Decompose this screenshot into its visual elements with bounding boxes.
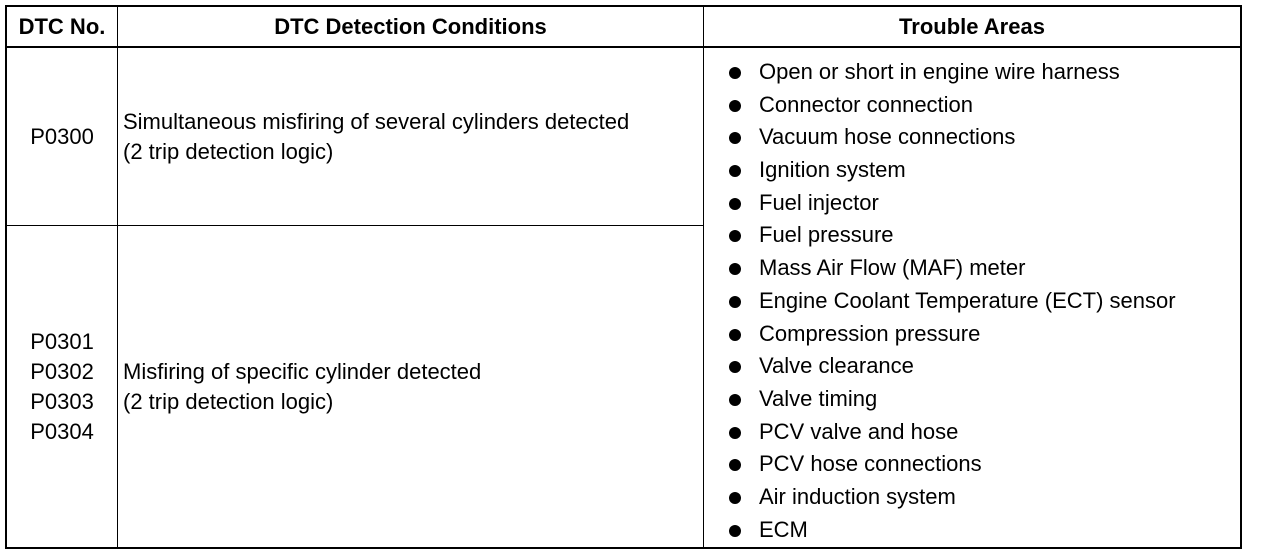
header-trouble-areas: Trouble Areas: [704, 7, 1240, 48]
trouble-area-text: Open or short in engine wire harness: [759, 59, 1120, 84]
trouble-area-text: Engine Coolant Temperature (ECT) sensor: [759, 287, 1176, 313]
bullet-icon: [729, 394, 741, 406]
list-item: [704, 416, 1244, 449]
bullet-icon: [729, 459, 741, 471]
trouble-area-text: Compression pressure: [759, 320, 981, 346]
list-item: [704, 383, 1244, 416]
bullet-icon: [729, 198, 741, 210]
trouble-area-text: Air induction system: [759, 483, 956, 509]
dtc-table: [5, 5, 1242, 549]
bullet-icon: [729, 525, 741, 537]
bullet-icon: [729, 492, 741, 504]
table-row-2-condition-cell: [118, 226, 703, 547]
trouble-area-text: Mass Air Flow (MAF) meter: [759, 255, 1026, 281]
trouble-areas-list: [704, 56, 1244, 546]
list-item: [704, 481, 1244, 514]
dtc-code: P0303: [30, 388, 94, 414]
bullet-icon: [729, 100, 741, 112]
condition-text: Misfiring of specific cylinder detected: [123, 358, 482, 384]
list-item: [704, 350, 1244, 383]
bullet-icon: [729, 67, 741, 79]
trouble-area-text: Fuel pressure: [759, 222, 894, 248]
trouble-area-text: Connector connection: [759, 91, 974, 117]
condition-logic-text: (2 trip detection logic): [123, 388, 334, 414]
list-item: [704, 318, 1244, 351]
trouble-area-text: Ignition system: [759, 157, 906, 183]
trouble-area-text: Vacuum hose connections: [759, 124, 1016, 150]
dtc-code: P0301: [30, 328, 94, 354]
condition-logic-text: (2 trip detection logic): [123, 138, 334, 164]
bullet-icon: [729, 230, 741, 242]
dtc-code: P0304: [30, 418, 94, 444]
list-item: [704, 121, 1244, 154]
header-dtc-no: DTC No.: [7, 7, 117, 48]
list-item: [704, 285, 1244, 318]
table-row-1-condition-cell: [118, 48, 703, 225]
bullet-icon: [729, 361, 741, 373]
bullet-icon: [729, 329, 741, 341]
table-row-2-dtc-cell: [7, 226, 117, 547]
trouble-area-text: ECM: [759, 516, 808, 542]
list-item: [704, 514, 1244, 547]
list-item: [704, 187, 1244, 220]
trouble-area-text: Valve clearance: [759, 353, 914, 379]
bullet-icon: [729, 427, 741, 439]
dtc-code: P0300: [30, 123, 94, 149]
bullet-icon: [729, 296, 741, 308]
list-item: [704, 448, 1244, 481]
trouble-area-text: PCV valve and hose: [759, 418, 959, 444]
list-item: [704, 89, 1244, 122]
header-detection-conditions: DTC Detection Conditions: [118, 7, 703, 48]
list-item: [704, 154, 1244, 187]
condition-text: Simultaneous misfiring of several cylinders detected: [123, 108, 630, 134]
bullet-icon: [729, 165, 741, 177]
table-row-1-dtc-cell: [7, 48, 117, 225]
list-item: [704, 56, 1244, 89]
trouble-area-text: PCV hose connections: [759, 451, 982, 477]
dtc-code: P0302: [30, 358, 94, 384]
trouble-area-text: Valve timing: [759, 385, 878, 411]
list-item: [704, 219, 1244, 252]
trouble-area-text: Fuel injector: [759, 189, 879, 215]
bullet-icon: [729, 263, 741, 275]
bullet-icon: [729, 132, 741, 144]
list-item: [704, 252, 1244, 285]
